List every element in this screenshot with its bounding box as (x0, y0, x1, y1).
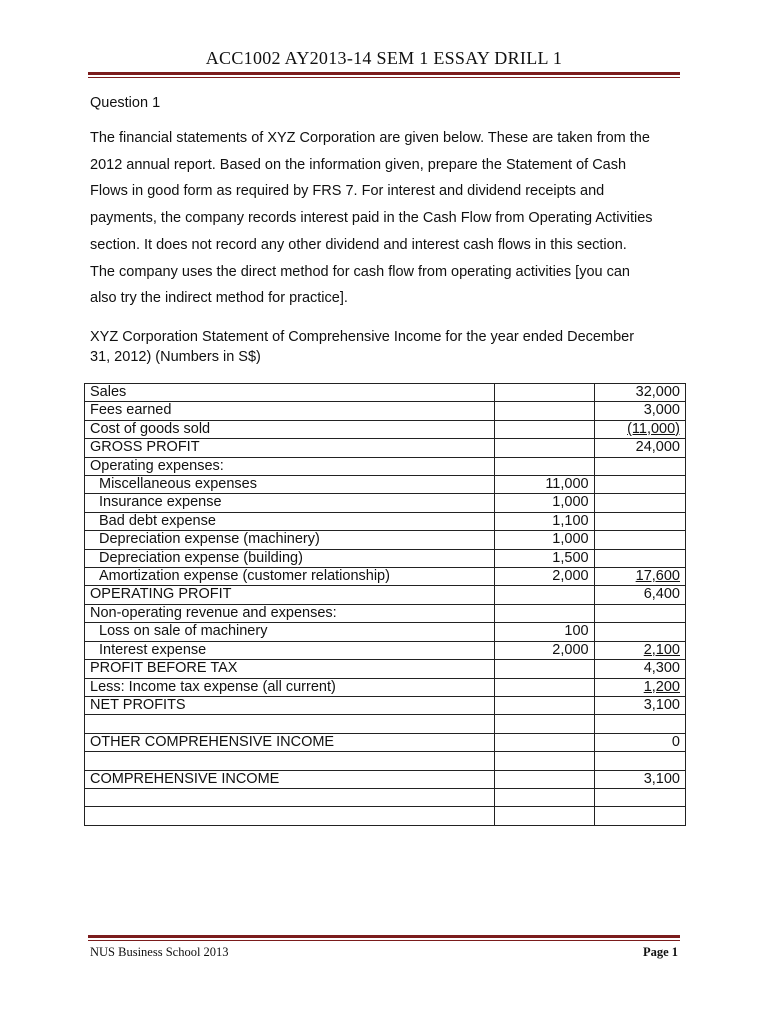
row-label: Amortization expense (customer relationship) (85, 568, 495, 586)
row-total (594, 568, 685, 586)
row-subtotal: 2,000 (495, 568, 594, 586)
row-label: Interest expense (85, 641, 495, 659)
row-label: NET PROFITS (85, 696, 495, 714)
row-label: Insurance expense (85, 494, 495, 512)
row-total (594, 623, 685, 641)
table-row (85, 494, 686, 512)
row-total (594, 457, 685, 475)
row-total: 4,300 (594, 660, 685, 678)
table-row (85, 568, 686, 586)
row-subtotal: 2,000 (495, 641, 594, 659)
page-number: Page 1 (642, 945, 678, 959)
row-total-value: (11,000) (627, 420, 680, 437)
row-subtotal (495, 660, 594, 678)
row-subtotal: 1,500 (495, 549, 594, 567)
row-total-value: 1,200 (643, 678, 680, 695)
paragraph-line: The company uses the direct method for cash flow from operating activities [you can (90, 263, 630, 280)
row-label: Depreciation expense (machinery) (85, 531, 495, 549)
footer-institution: NUS Business School 2013 (90, 945, 229, 959)
paragraph-line: payments, the company records interest paid in the Cash Flow from Operating Activities (90, 210, 653, 227)
paragraph-line: Flows in good form as required by FRS 7. For interest and dividend receipts and (90, 183, 605, 200)
table-row (85, 752, 686, 770)
footer-divider (88, 935, 680, 941)
row-total: 6,400 (594, 586, 685, 604)
question-label: Question 1 (90, 95, 161, 111)
table-row (85, 788, 686, 806)
row-total: 3,000 (594, 402, 685, 420)
header-divider (88, 72, 680, 78)
row-subtotal (495, 586, 594, 604)
table-row (85, 439, 686, 457)
caption-line: XYZ Corporation Statement of Comprehensive Income for the year ended December (90, 329, 635, 345)
table-row (85, 420, 686, 438)
row-label: Miscellaneous expenses (85, 476, 495, 494)
row-label (85, 788, 495, 806)
table-row (85, 384, 686, 402)
row-label: Depreciation expense (building) (85, 549, 495, 567)
row-label: Less: Income tax expense (all current) (85, 678, 495, 696)
row-label: Loss on sale of machinery (85, 623, 495, 641)
table-row (85, 549, 686, 567)
table-row (85, 678, 686, 696)
row-total (594, 531, 685, 549)
row-total (594, 715, 685, 733)
row-total (594, 678, 685, 696)
table-row (85, 476, 686, 494)
caption-line: 31, 2012) (Numbers in S$) (90, 349, 261, 365)
row-label: Operating expenses: (85, 457, 495, 475)
table-row (85, 512, 686, 530)
row-total: 24,000 (594, 439, 685, 457)
row-total (594, 476, 685, 494)
row-total (594, 549, 685, 567)
row-label: Cost of goods sold (85, 420, 495, 438)
row-label (85, 715, 495, 733)
row-subtotal: 100 (495, 623, 594, 641)
row-total (594, 420, 685, 438)
row-subtotal (495, 788, 594, 806)
table-row (85, 457, 686, 475)
row-subtotal (495, 733, 594, 751)
table-row (85, 604, 686, 622)
table-row (85, 733, 686, 751)
paragraph-line: section. It does not record any other dividend and interest cash flows in this section. (90, 236, 627, 253)
row-subtotal (495, 457, 594, 475)
row-subtotal: 1,100 (495, 512, 594, 530)
row-subtotal: 1,000 (495, 494, 594, 512)
table-row (85, 715, 686, 733)
row-subtotal (495, 715, 594, 733)
paragraph-line: also try the indirect method for practice]. (90, 290, 348, 307)
row-label: Non-operating revenue and expenses: (85, 604, 495, 622)
row-label: OTHER COMPREHENSIVE INCOME (85, 733, 495, 751)
row-total: 3,100 (594, 770, 685, 788)
row-subtotal (495, 807, 594, 825)
row-subtotal: 1,000 (495, 531, 594, 549)
row-total (594, 604, 685, 622)
row-subtotal (495, 420, 594, 438)
row-total: 0 (594, 733, 685, 751)
row-label: Fees earned (85, 402, 495, 420)
table-row (85, 696, 686, 714)
row-total (594, 641, 685, 659)
row-total (594, 807, 685, 825)
row-subtotal (495, 770, 594, 788)
row-subtotal (495, 439, 594, 457)
row-total (594, 788, 685, 806)
row-total-value: 17,600 (635, 568, 680, 585)
row-subtotal (495, 678, 594, 696)
row-total-value: 2,100 (643, 641, 680, 658)
row-label (85, 807, 495, 825)
question-paragraph (90, 125, 682, 312)
row-label: COMPREHENSIVE INCOME (85, 770, 495, 788)
paragraph-line: The financial statements of XYZ Corporation are given below. These are taken from the (90, 130, 650, 146)
table-row (85, 623, 686, 641)
row-total (594, 512, 685, 530)
row-subtotal: 11,000 (495, 476, 594, 494)
row-subtotal (495, 604, 594, 622)
page-header-title: ACC1002 AY2013-14 SEM 1 ESSAY DRILL 1 (205, 48, 563, 68)
table-caption (90, 327, 682, 367)
row-label: Bad debt expense (85, 512, 495, 530)
row-label: PROFIT BEFORE TAX (85, 660, 495, 678)
row-total: 3,100 (594, 696, 685, 714)
table-row (85, 807, 686, 825)
paragraph-line: 2012 annual report. Based on the information given, prepare the Statement of Cash (90, 156, 627, 173)
table-row (85, 660, 686, 678)
row-total: 32,000 (594, 384, 685, 402)
row-total (594, 494, 685, 512)
row-subtotal (495, 402, 594, 420)
row-label: Sales (85, 384, 495, 402)
table-row (85, 531, 686, 549)
table-row (85, 770, 686, 788)
row-total (594, 752, 685, 770)
income-statement-table (84, 383, 686, 826)
row-label: OPERATING PROFIT (85, 586, 495, 604)
row-subtotal (495, 384, 594, 402)
row-subtotal (495, 696, 594, 714)
row-label (85, 752, 495, 770)
row-subtotal (495, 752, 594, 770)
row-label: GROSS PROFIT (85, 439, 495, 457)
table-row (85, 641, 686, 659)
table-row (85, 586, 686, 604)
table-row (85, 402, 686, 420)
